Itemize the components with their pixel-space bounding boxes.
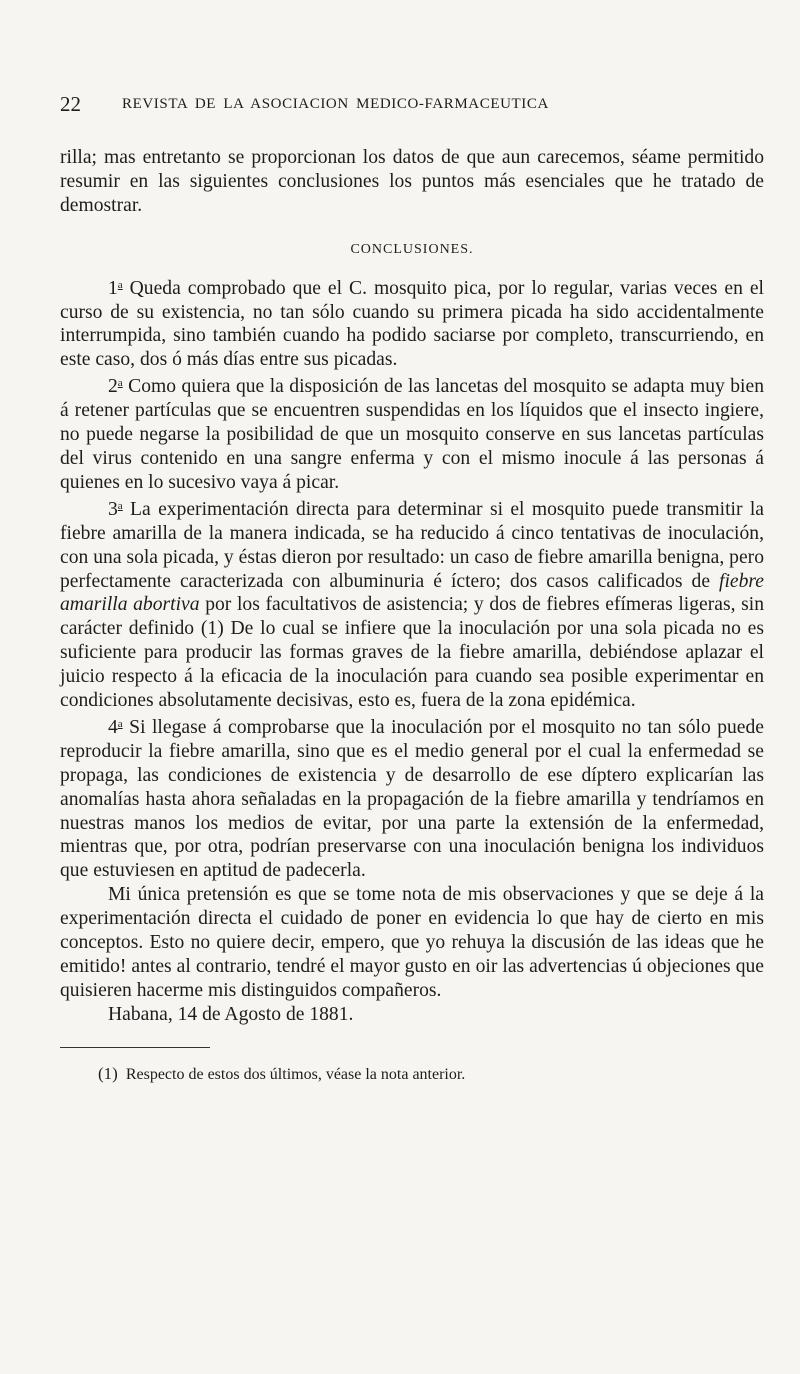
conclusion-text: Como quiera que la disposición de las lancetas del mosquito se adapta muy bien á retener partículas que se encuentren suspendidas en los líquidos que el insecto ingiere, no puede negarse la posibilidad de que un mosquito conserve en sus lancetas partículas del virus contenido en una sangre enferma y con el mismo inocule á las personas á quienes en lo sucesivo vaya á picar. xyxy=(60,376,764,493)
footnote-text: Respecto de estos dos últimos, véase la nota anterior. xyxy=(125,1065,466,1083)
footnote xyxy=(60,1064,764,1084)
footnote-divider xyxy=(60,1047,210,1048)
article-body xyxy=(60,146,764,1027)
final-paragraph: Mi única pretensión es que se tome nota de mis observaciones y que se deje á la experimentación directa el cuidado de poner en evidencia lo que hay de cierto en mis conceptos. Esto no quiere decir, empero, que yo rehuya la discusión de las ideas que he emitido! antes al contrario, tendré el mayor gusto en oir las advertencias ú objeciones que quisieren hacerme mis distinguidos compañeros. xyxy=(60,884,764,1001)
footnote-marker: (1) xyxy=(98,1063,118,1083)
conclusion-1 xyxy=(60,274,764,373)
conclusion-ordinal: 4$^a$ xyxy=(108,716,123,738)
running-title: REVISTA DE LA ASOCIACION MEDICO-FARMACEUTICA xyxy=(122,96,549,112)
page-number: 22 xyxy=(60,92,81,116)
page xyxy=(60,92,764,1084)
place-date: Habana, 14 de Agosto de 1881. xyxy=(108,1003,354,1025)
conclusion-text: La experimentación directa para determinar si el mosquito puede transmitir la fiebre amarilla de la manera indicada, se ha reducido á cinco tentativas de inoculación, con una sola picada, y éstas dieron por resultado: un caso de fiebre amarilla benigna, pero perfectamente caracterizada con albuminuria é íctero; dos casos calificados de xyxy=(60,498,764,592)
conclusion-2 xyxy=(60,372,764,495)
conclusion-text: Si llegase á comprobarse que la inoculación por el mosquito no tan sólo puede reproducir la fiebre amarilla, sino que es el medio general por el cual la enfermedad se propaga, las condiciones de existencia y de desarrollo de ese díptero explicarían las anomalías hasta ahora señaladas en la propagación de la fiebre amarilla y tendríamos en nuestras manos los medios de evitar, por una parte la extensión de la enfermedad, mientras que, por otra, podrían preservarse con una inoculación benigna los individuos que estuviesen en aptitud de padecerla. xyxy=(60,716,764,882)
conclusion-3 xyxy=(60,495,764,713)
intro-paragraph: rilla; mas entretanto se proporcionan los datos de que aun carecemos, séame permitido resumir en las siguientes conclusiones los puntos más esenciales que he tratado de demostrar. xyxy=(60,147,764,216)
conclusion-ordinal: 3$^a$ xyxy=(108,498,123,520)
conclusion-ordinal: 1$^a$ xyxy=(108,277,123,299)
italic-term: fiebre amarilla abortiva xyxy=(60,570,764,616)
section-title: CONCLUSIONES. xyxy=(350,241,474,257)
conclusion-text: Queda comprobado que el C. mosquito pica, por lo regular, varias veces en el curso de su existencia, no tan sólo cuando su primera picada ha sido accidentalmente interrumpida, sino también cuando ha podido saciarse por completo, transcurriendo, en este caso, dos ó más días entre sus picadas. xyxy=(60,277,764,371)
conclusion-4 xyxy=(60,713,764,883)
running-header xyxy=(60,92,764,120)
conclusion-text-continued: por los facultativos de asistencia; y dos de fiebres efímeras ligeras, sin carácter definido (1) De lo cual se infiere que la inoculación por una sola picada no es suficiente para producir las formas graves de la fiebre amarilla, debiéndose aplazar el juicio respecto á la eficacia de la inoculación para cuando sea posible experimentar en condiciones absolutamente decisivas, esto es, fuera de la zona epidémica. xyxy=(60,594,764,712)
conclusion-ordinal: 2$^a$ xyxy=(108,376,123,398)
